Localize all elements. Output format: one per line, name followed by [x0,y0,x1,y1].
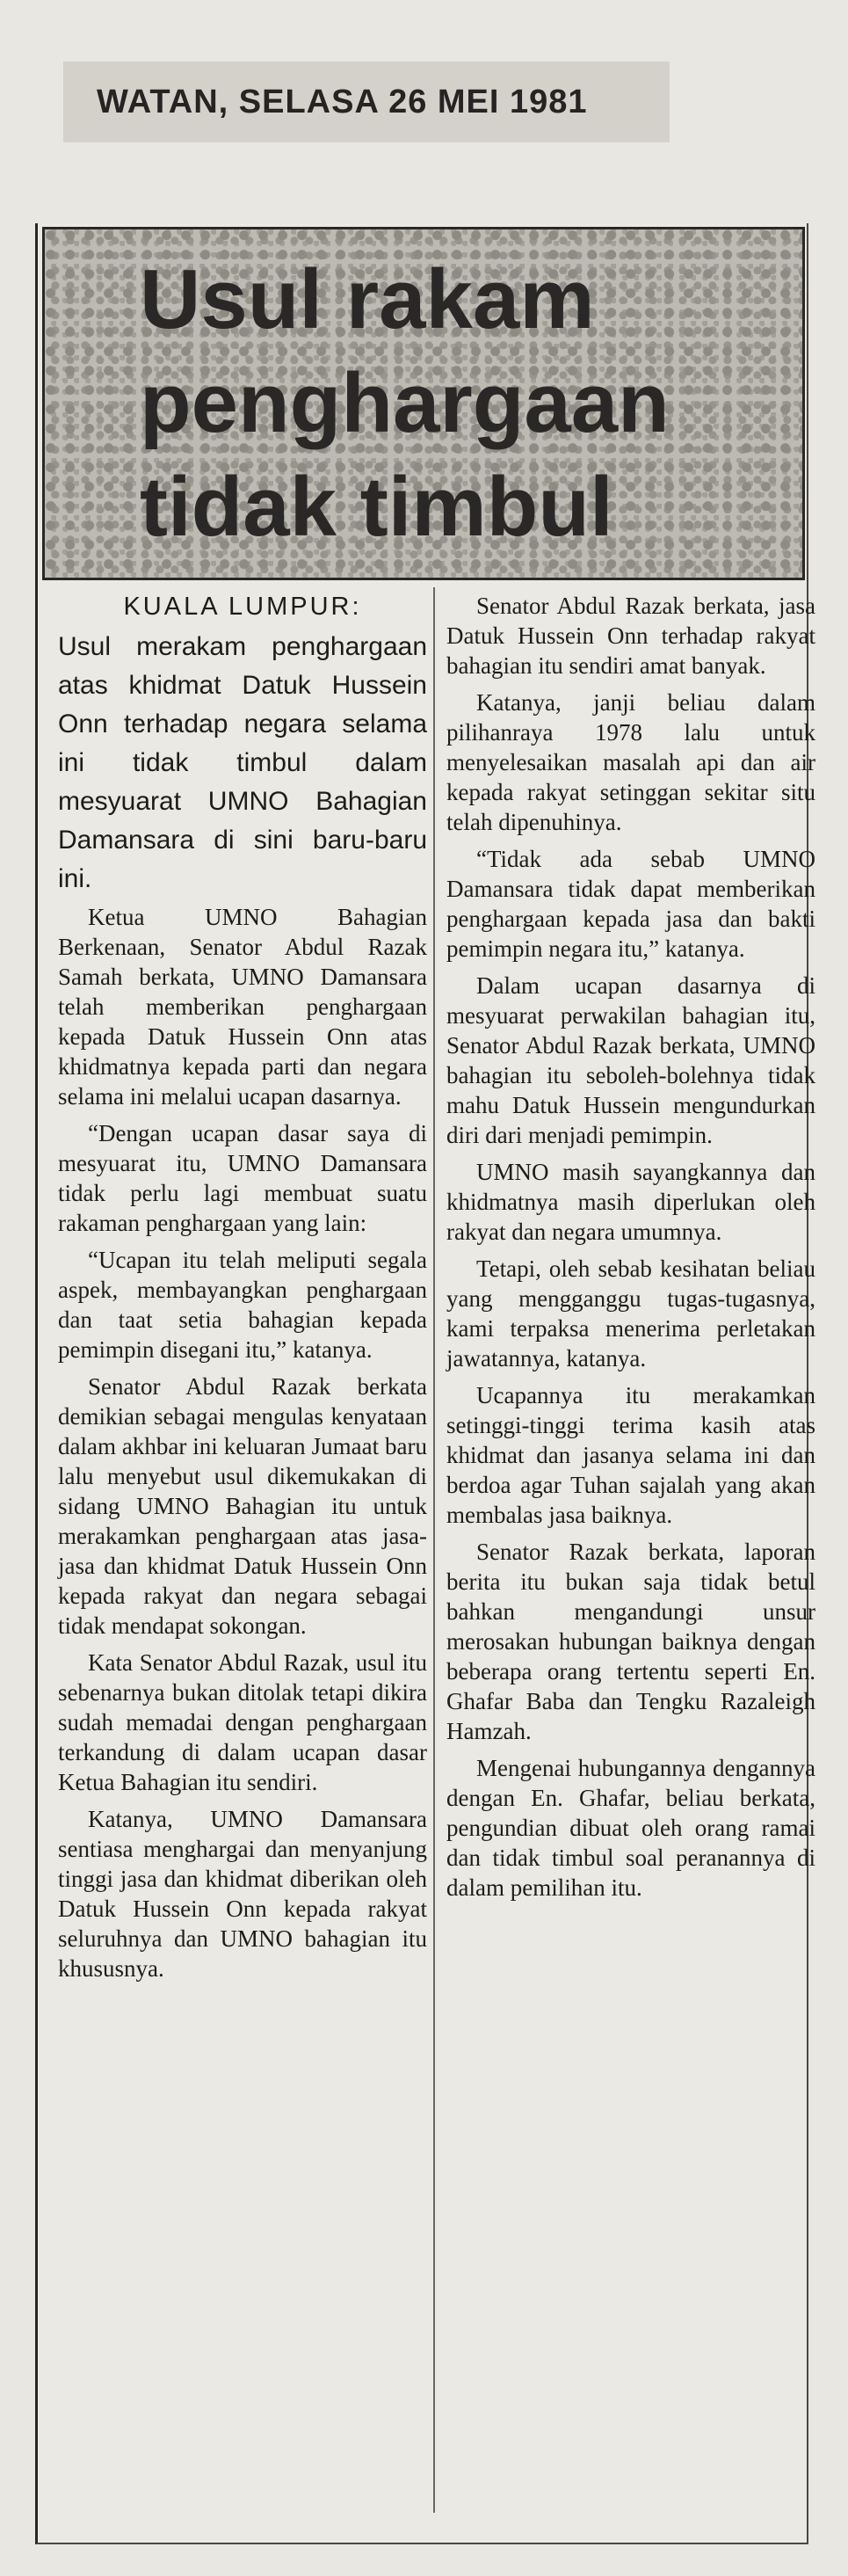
right-paragraph-7: Ucapannya itu merakamkan setinggi-tinggi terima kasih atas khidmat dan jasanya selama ini dan berdoa agar Tuhan sajalah yang akan membalas jasa baiknya. [446,1382,815,1528]
newspaper-masthead [63,62,670,142]
right-paragraph-4: Dalam ucapan dasarnya di mesyuarat perwakilan bahagian itu, Senator Abdul Razak berkata, UMNO bahagian itu seboleh-bolehnya tidak mahu Datuk Hussein mengundurkan diri dari menjadi pemimpin. [446,972,815,1148]
right-paragraph-2: Katanya, janji beliau dalam pilihanraya 1978 lalu untuk menyelesaikan masalah api dan air kepada rakyat setinggan sekitar situ telah dipenuhinya. [446,689,815,835]
right-paragraph-9: Mengenai hubungannya dengannya dengan En. Ghafar, beliau berkata, pengundian dibuat oleh orang ramai dan tidak timbul soal peranannya di dalam pemilihan itu. [446,1755,815,1901]
left-paragraph-2: “Dengan ucapan dasar saya di mesyuarat itu, UMNO Damansara tidak perlu lagi membuat suatu rakaman penghargaan yang lain: [58,1120,427,1236]
right-paragraph-5: UMNO masih sayangkannya dan khidmatnya masih diperlukan oleh rakyat dan negara umumnya. [446,1159,815,1245]
left-paragraph-3: “Ucapan itu telah meliputi segala aspek, membayangkan penghargaan dan taat setia bahagian kepada pemimpin disegani itu,” katanya. [58,1247,427,1363]
left-paragraph-1: Ketua UMNO Bahagian Berkenaan, Senator Abdul Razak Samah berkata, UMNO Damansara telah memberikan penghargaan kepada Datuk Hussein Onn atas khidmatnya kepada parti dan negara selama ini melalui ucapan dasarnya. [58,904,427,1110]
lead-paragraph: Usul merakam penghargaan atas khidmat Datuk Hussein Onn terhadap negara selama ini tidak timbul dalam mesyuarat UMNO Bahagian Damansara di sini baru-baru ini. [58,632,427,893]
left-paragraph-6: Katanya, UMNO Damansara sentiasa menghargai dan menyanjung tinggi jasa dan khidmat diberikan oleh Datuk Hussein Onn kepada rakyat seluruhnya dan UMNO bahagian itu khususnya. [58,1806,427,1982]
headline-box [42,227,805,580]
right-column [446,591,815,1910]
headline-line-2: penghargaan [140,356,670,450]
right-paragraph-6: Tetapi, oleh sebab kesihatan beliau yang mengganggu tugas-tugasnya, kami terpaksa menerima perletakan jawatannya, katanya. [446,1255,815,1372]
left-paragraph-4: Senator Abdul Razak berkata demikian sebagai mengulas kenyataan dalam akhbar ini keluaran Jumaat baru lalu menyebut usul dikemukakan di sidang UMNO Bahagian itu untuk merakamkan penghargaan atas jasa-jasa dan khidmat Datuk Hussein Onn kepada rakyat dan negara sebagai tidak mendapat sokongan. [58,1373,427,1639]
headline-line-1: Usul rakam [140,252,595,346]
left-paragraph-5: Kata Senator Abdul Razak, usul itu sebenarnya bukan ditolak tetapi dikira sudah memadai dengan penghargaan terkandung di dalam ucapan dasar Ketua Bahagian itu sendiri. [58,1649,427,1795]
masthead-text: WATAN, SELASA 26 MEI 1981 [97,83,588,120]
left-column [58,591,427,1990]
right-paragraph-8: Senator Razak berkata, laporan berita itu bukan saja tidak betul bahkan mengandungi unsur merosakan hubungan baiknya dengan beberapa orang tertentu seperti En. Ghafar Baba dan Tengku Razaleigh Hamzah. [446,1539,815,1744]
right-paragraph-1: Senator Abdul Razak berkata, jasa Datuk Hussein Onn terhadap rakyat bahagian itu sendiri amat banyak. [446,593,815,679]
column-divider [433,587,435,2513]
headline-line-3: tidak timbul [140,460,613,554]
right-paragraph-3: “Tidak ada sebab UMNO Damansara tidak dapat memberikan penghargaan kepada jasa dan bakti pemimpin negara itu,” katanya. [446,846,815,962]
dateline: KUALA LUMPUR: [123,593,362,621]
